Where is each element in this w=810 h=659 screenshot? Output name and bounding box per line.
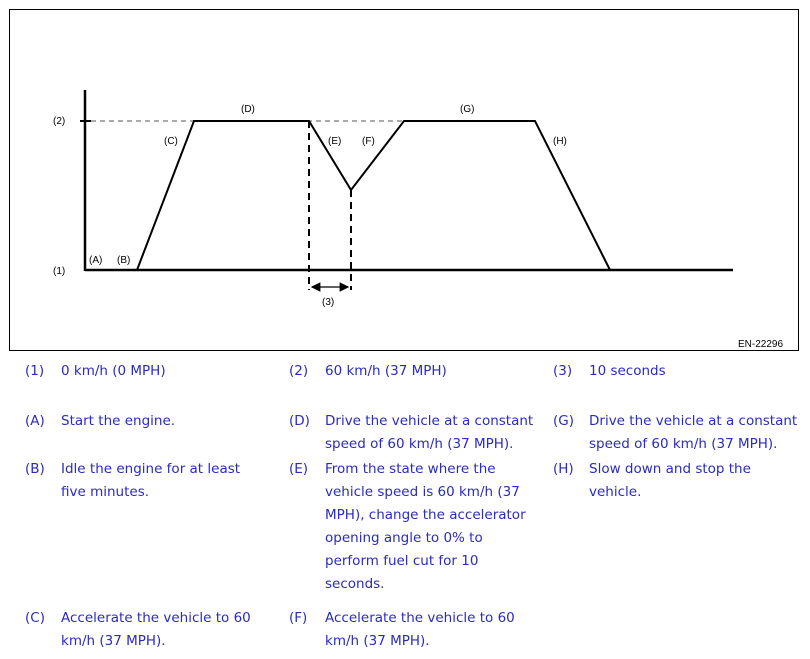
label-B: (B) bbox=[117, 255, 131, 266]
legend-tag: (G) bbox=[553, 413, 574, 429]
label-G: (G) bbox=[460, 104, 475, 115]
legend-tag: (D) bbox=[289, 413, 310, 429]
label-D: (D) bbox=[241, 104, 255, 115]
legend-tag: (1) bbox=[25, 363, 45, 379]
legend-text: From the state where the vehicle speed is 60 km/h (37 MPH), change the accelerator opening angle to 0% to perform fuel cut for 10 seconds. bbox=[325, 461, 526, 592]
figure-code: EN-22296 bbox=[738, 339, 784, 350]
legend-tag: (2) bbox=[289, 363, 309, 379]
legend-tag: (H) bbox=[553, 461, 574, 477]
diagram-canvas bbox=[10, 10, 800, 352]
legend-tag: (C) bbox=[25, 610, 45, 626]
legend-tag: (F) bbox=[289, 610, 308, 626]
legend-text: Start the engine. bbox=[61, 413, 176, 429]
label-C: (C) bbox=[164, 136, 178, 147]
label-duration: (3) bbox=[322, 297, 335, 308]
label-y2: (2) bbox=[53, 116, 66, 127]
legend-text: 0 km/h (0 MPH) bbox=[61, 363, 166, 379]
legend-text: Drive the vehicle at a constant speed of 60 km/h (37 MPH). bbox=[325, 413, 534, 452]
legend-tag: (A) bbox=[25, 413, 45, 429]
legend-text: Slow down and stop the vehicle. bbox=[589, 461, 751, 500]
label-E: (E) bbox=[328, 136, 342, 147]
legend-tag: (3) bbox=[553, 363, 573, 379]
legend-text: 10 seconds bbox=[589, 363, 666, 379]
legend-tag: (B) bbox=[25, 461, 45, 477]
label-y1: (1) bbox=[53, 266, 66, 277]
label-H: (H) bbox=[553, 136, 567, 147]
legend-text: Idle the engine for at least five minutes. bbox=[61, 461, 241, 500]
legend-text: Accelerate the vehicle to 60 km/h (37 MPH). bbox=[61, 610, 251, 649]
speed-profile-diagram bbox=[9, 9, 799, 351]
legend-text: Drive the vehicle at a constant speed of 60 km/h (37 MPH). bbox=[589, 413, 798, 452]
legend-tag: (E) bbox=[289, 461, 309, 477]
legend-text: Accelerate the vehicle to 60 km/h (37 MPH). bbox=[325, 610, 515, 649]
legend-text: 60 km/h (37 MPH) bbox=[325, 363, 447, 379]
label-F: (F) bbox=[362, 136, 375, 147]
label-A: (A) bbox=[89, 255, 103, 266]
